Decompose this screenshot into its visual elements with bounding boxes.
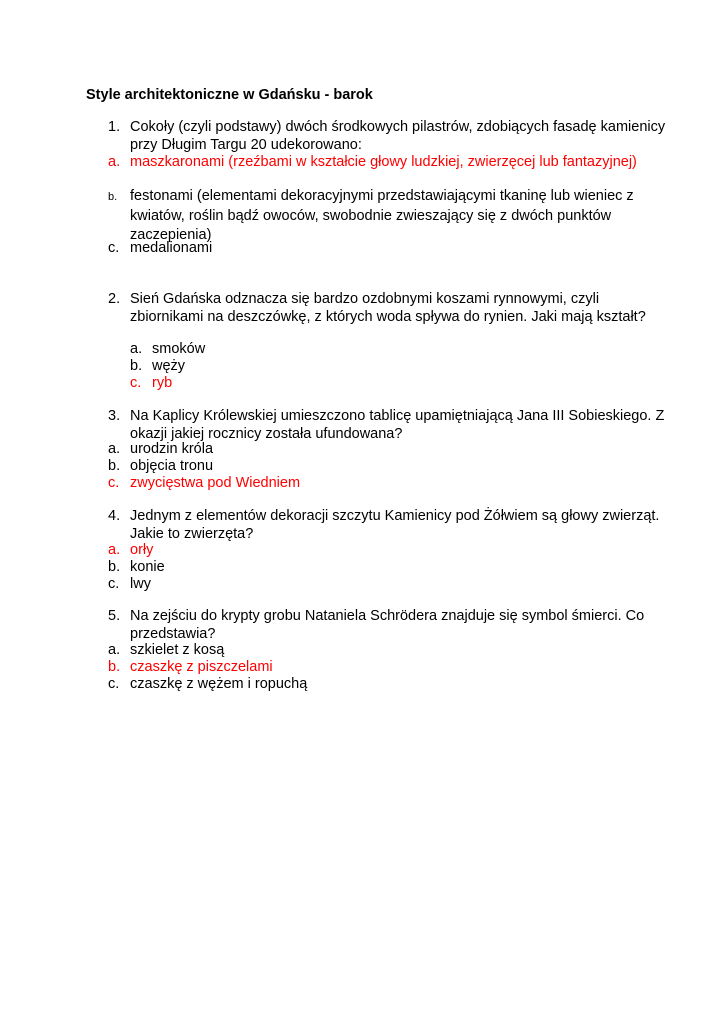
option-label: b. bbox=[108, 191, 118, 203]
option-text: czaszkę z piszczelami bbox=[130, 659, 273, 675]
answer-option-5b bbox=[108, 659, 668, 677]
option-text: ryb bbox=[152, 375, 173, 391]
answer-option-5c bbox=[108, 676, 668, 694]
question-1 bbox=[108, 119, 668, 154]
document-title: Style architektoniczne w Gdańsku - barok bbox=[86, 87, 373, 103]
option-text: szkielet z kosą bbox=[130, 642, 225, 658]
question-number: 3. bbox=[108, 408, 121, 424]
question-text: Jednym z elementów dekoracji szczytu Kamienicy pod Żółwiem są głowy zwierząt. Jakie to zwierzęta? bbox=[130, 508, 660, 542]
question-number: 5. bbox=[108, 608, 121, 624]
answer-option-3c bbox=[108, 475, 668, 493]
question-2 bbox=[108, 291, 668, 326]
answer-option-1c bbox=[108, 240, 668, 258]
option-label: a. bbox=[108, 642, 121, 658]
question-text: Sień Gdańska odznacza się bardzo ozdobnymi koszami rynnowymi, czyli zbiornikami na deszczówkę, z których woda spływa do rynien. Jaki mają kształt? bbox=[130, 291, 646, 325]
option-text: urodzin króla bbox=[130, 441, 214, 457]
option-text: zwycięstwa pod Wiedniem bbox=[130, 475, 301, 491]
question-number: 1. bbox=[108, 119, 121, 135]
option-label: b. bbox=[108, 458, 121, 474]
answer-option-2c bbox=[130, 375, 690, 393]
option-label: a. bbox=[108, 441, 121, 457]
option-label: b. bbox=[108, 559, 121, 575]
answer-option-5a bbox=[108, 642, 668, 660]
question-text: Cokoły (czyli podstawy) dwóch środkowych pilastrów, zdobiących fasadę kamienicy przy Długim Targu 20 udekorowano: bbox=[130, 119, 666, 153]
answer-option-2b bbox=[130, 358, 690, 376]
answer-option-1a bbox=[108, 154, 668, 172]
option-text: objęcia tronu bbox=[130, 458, 214, 474]
answer-option-4b bbox=[108, 559, 668, 577]
option-label: b. bbox=[130, 358, 143, 374]
option-text: konie bbox=[130, 559, 165, 575]
option-text: orły bbox=[130, 542, 154, 558]
option-text: maszkaronami (rzeźbami w kształcie głowy ludzkiej, zwierzęcej lub fantazyjnej) bbox=[130, 154, 637, 170]
option-label: b. bbox=[108, 659, 121, 675]
answer-option-4a bbox=[108, 542, 668, 560]
option-label: c. bbox=[108, 240, 120, 256]
option-text: smoków bbox=[152, 341, 206, 357]
question-number: 4. bbox=[108, 508, 121, 524]
option-text: lwy bbox=[130, 576, 151, 592]
option-label: c. bbox=[108, 475, 120, 491]
option-label: a. bbox=[108, 154, 121, 170]
question-3 bbox=[108, 408, 668, 443]
answer-option-1b bbox=[108, 187, 668, 246]
answer-option-2a bbox=[130, 341, 690, 359]
option-text: czaszkę z wężem i ropuchą bbox=[130, 676, 308, 692]
option-text: medalionami bbox=[130, 240, 213, 256]
answer-option-3a bbox=[108, 441, 668, 459]
question-text: Na Kaplicy Królewskiej umieszczono tablicę upamiętniającą Jana III Sobieskiego. Z okazji jakiej rocznicy została ufundowana? bbox=[130, 408, 665, 442]
answer-option-3b bbox=[108, 458, 668, 476]
question-number: 2. bbox=[108, 291, 121, 307]
option-label: c. bbox=[108, 576, 120, 592]
option-label: c. bbox=[108, 676, 120, 692]
answer-option-4c bbox=[108, 576, 668, 594]
option-text: festonami (elementami dekoracyjnymi przedstawiającymi tkaninę lub wieniec z kwiatów, roślin bądź owoców, swobodnie zwieszający się z dwóch punktów zaczepienia) bbox=[130, 188, 634, 243]
option-text: węży bbox=[152, 358, 186, 374]
question-4 bbox=[108, 508, 668, 543]
option-label: a. bbox=[130, 341, 143, 357]
question-5 bbox=[108, 608, 668, 643]
option-label: c. bbox=[130, 375, 142, 391]
option-label: a. bbox=[108, 542, 121, 558]
question-text: Na zejściu do krypty grobu Nataniela Schrödera znajduje się symbol śmierci. Co przedstawia? bbox=[130, 608, 645, 642]
